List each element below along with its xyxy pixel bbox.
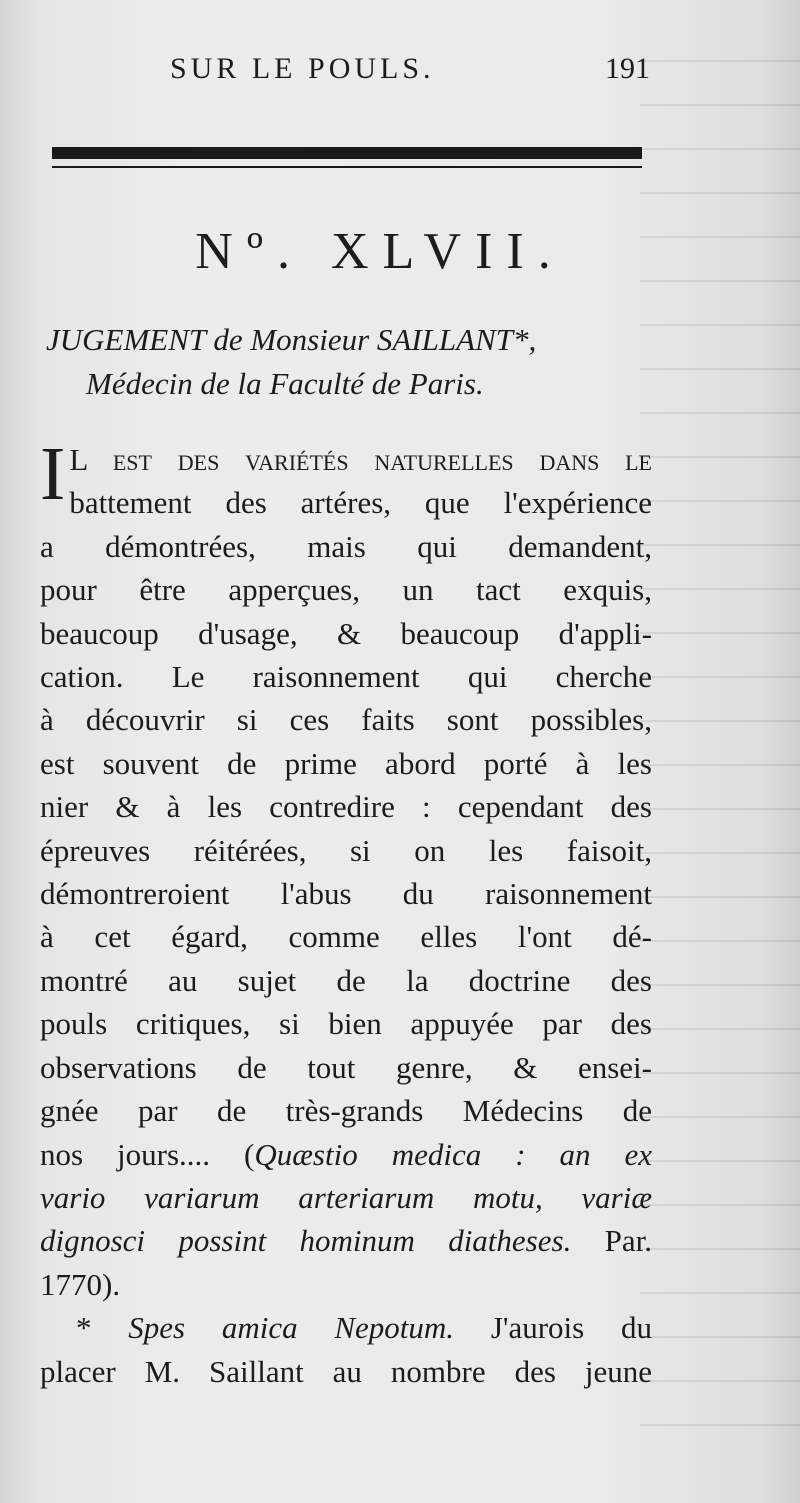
footnote-italic: Spes amica Nepotum. xyxy=(128,1310,455,1346)
heading-line-1: JUGEMENT de Monsieur SAILLANT*, xyxy=(46,322,537,357)
citation-line-2: vario variarum arteriarum motu, variæ xyxy=(40,1179,652,1215)
running-head xyxy=(170,52,650,92)
footnote-marker: * xyxy=(76,1310,129,1346)
header-rule-thick xyxy=(52,147,642,159)
body-text xyxy=(40,432,653,1393)
body-line: à découvrir si ces faits sont possibles, xyxy=(40,702,652,738)
citation-italic: Quæstio medica : an ex xyxy=(254,1136,653,1172)
citation-start: nos jours.... ( xyxy=(40,1136,255,1172)
body-line: pour être apperçues, un tact exquis, xyxy=(40,572,652,608)
body-line: pouls critiques, si bien appuyée par des xyxy=(40,1006,652,1042)
body-line: à cet égard, comme elles l'ont dé- xyxy=(40,919,652,955)
body-line: beaucoup d'usage, & beaucoup d'appli- xyxy=(40,615,652,651)
running-title: SUR LE POULS. xyxy=(170,52,435,85)
body-line: montré au sujet de la doctrine des xyxy=(40,962,652,998)
article-number: Nº. XLVII. xyxy=(195,223,565,280)
footnote-rest: J'aurois du xyxy=(454,1310,652,1346)
citation-line-3 xyxy=(40,1219,652,1262)
footnote-line-1 xyxy=(40,1306,652,1349)
body-line: est souvent de prime abord porté à les xyxy=(40,745,652,781)
citation-italic: dignosci possint hominum diatheses. xyxy=(40,1223,572,1259)
footnote-line-2: placer M. Saillant au nombre des jeune xyxy=(40,1353,652,1389)
page-number: 191 xyxy=(605,52,650,85)
header-rule-thin xyxy=(52,166,642,168)
body-line: cation. Le raisonnement qui cherche xyxy=(40,659,652,695)
citation-roman: Par. xyxy=(571,1223,652,1259)
citation-end: 1770). xyxy=(40,1266,121,1302)
body-line: battement des artéres, que l'expérience xyxy=(69,485,652,521)
body-line: a démontrées, mais qui demandent, xyxy=(40,528,652,564)
body-line: nier & à les contredire : cependant des xyxy=(40,789,652,825)
drop-cap: I xyxy=(40,432,66,516)
body-line: L est des variétés naturelles dans le xyxy=(69,442,652,477)
body-line: démontreroient l'abus du raisonnement xyxy=(40,876,652,912)
body-line: observations de tout genre, & ensei- xyxy=(40,1049,652,1085)
body-line: épreuves réitérées, si on les faisoit, xyxy=(40,832,652,868)
heading-line-2: Médecin de la Faculté de Paris. xyxy=(86,366,484,401)
citation-line-1 xyxy=(40,1133,652,1176)
body-line: gnée par de très-grands Médecins de xyxy=(40,1093,652,1129)
article-heading xyxy=(46,318,656,406)
